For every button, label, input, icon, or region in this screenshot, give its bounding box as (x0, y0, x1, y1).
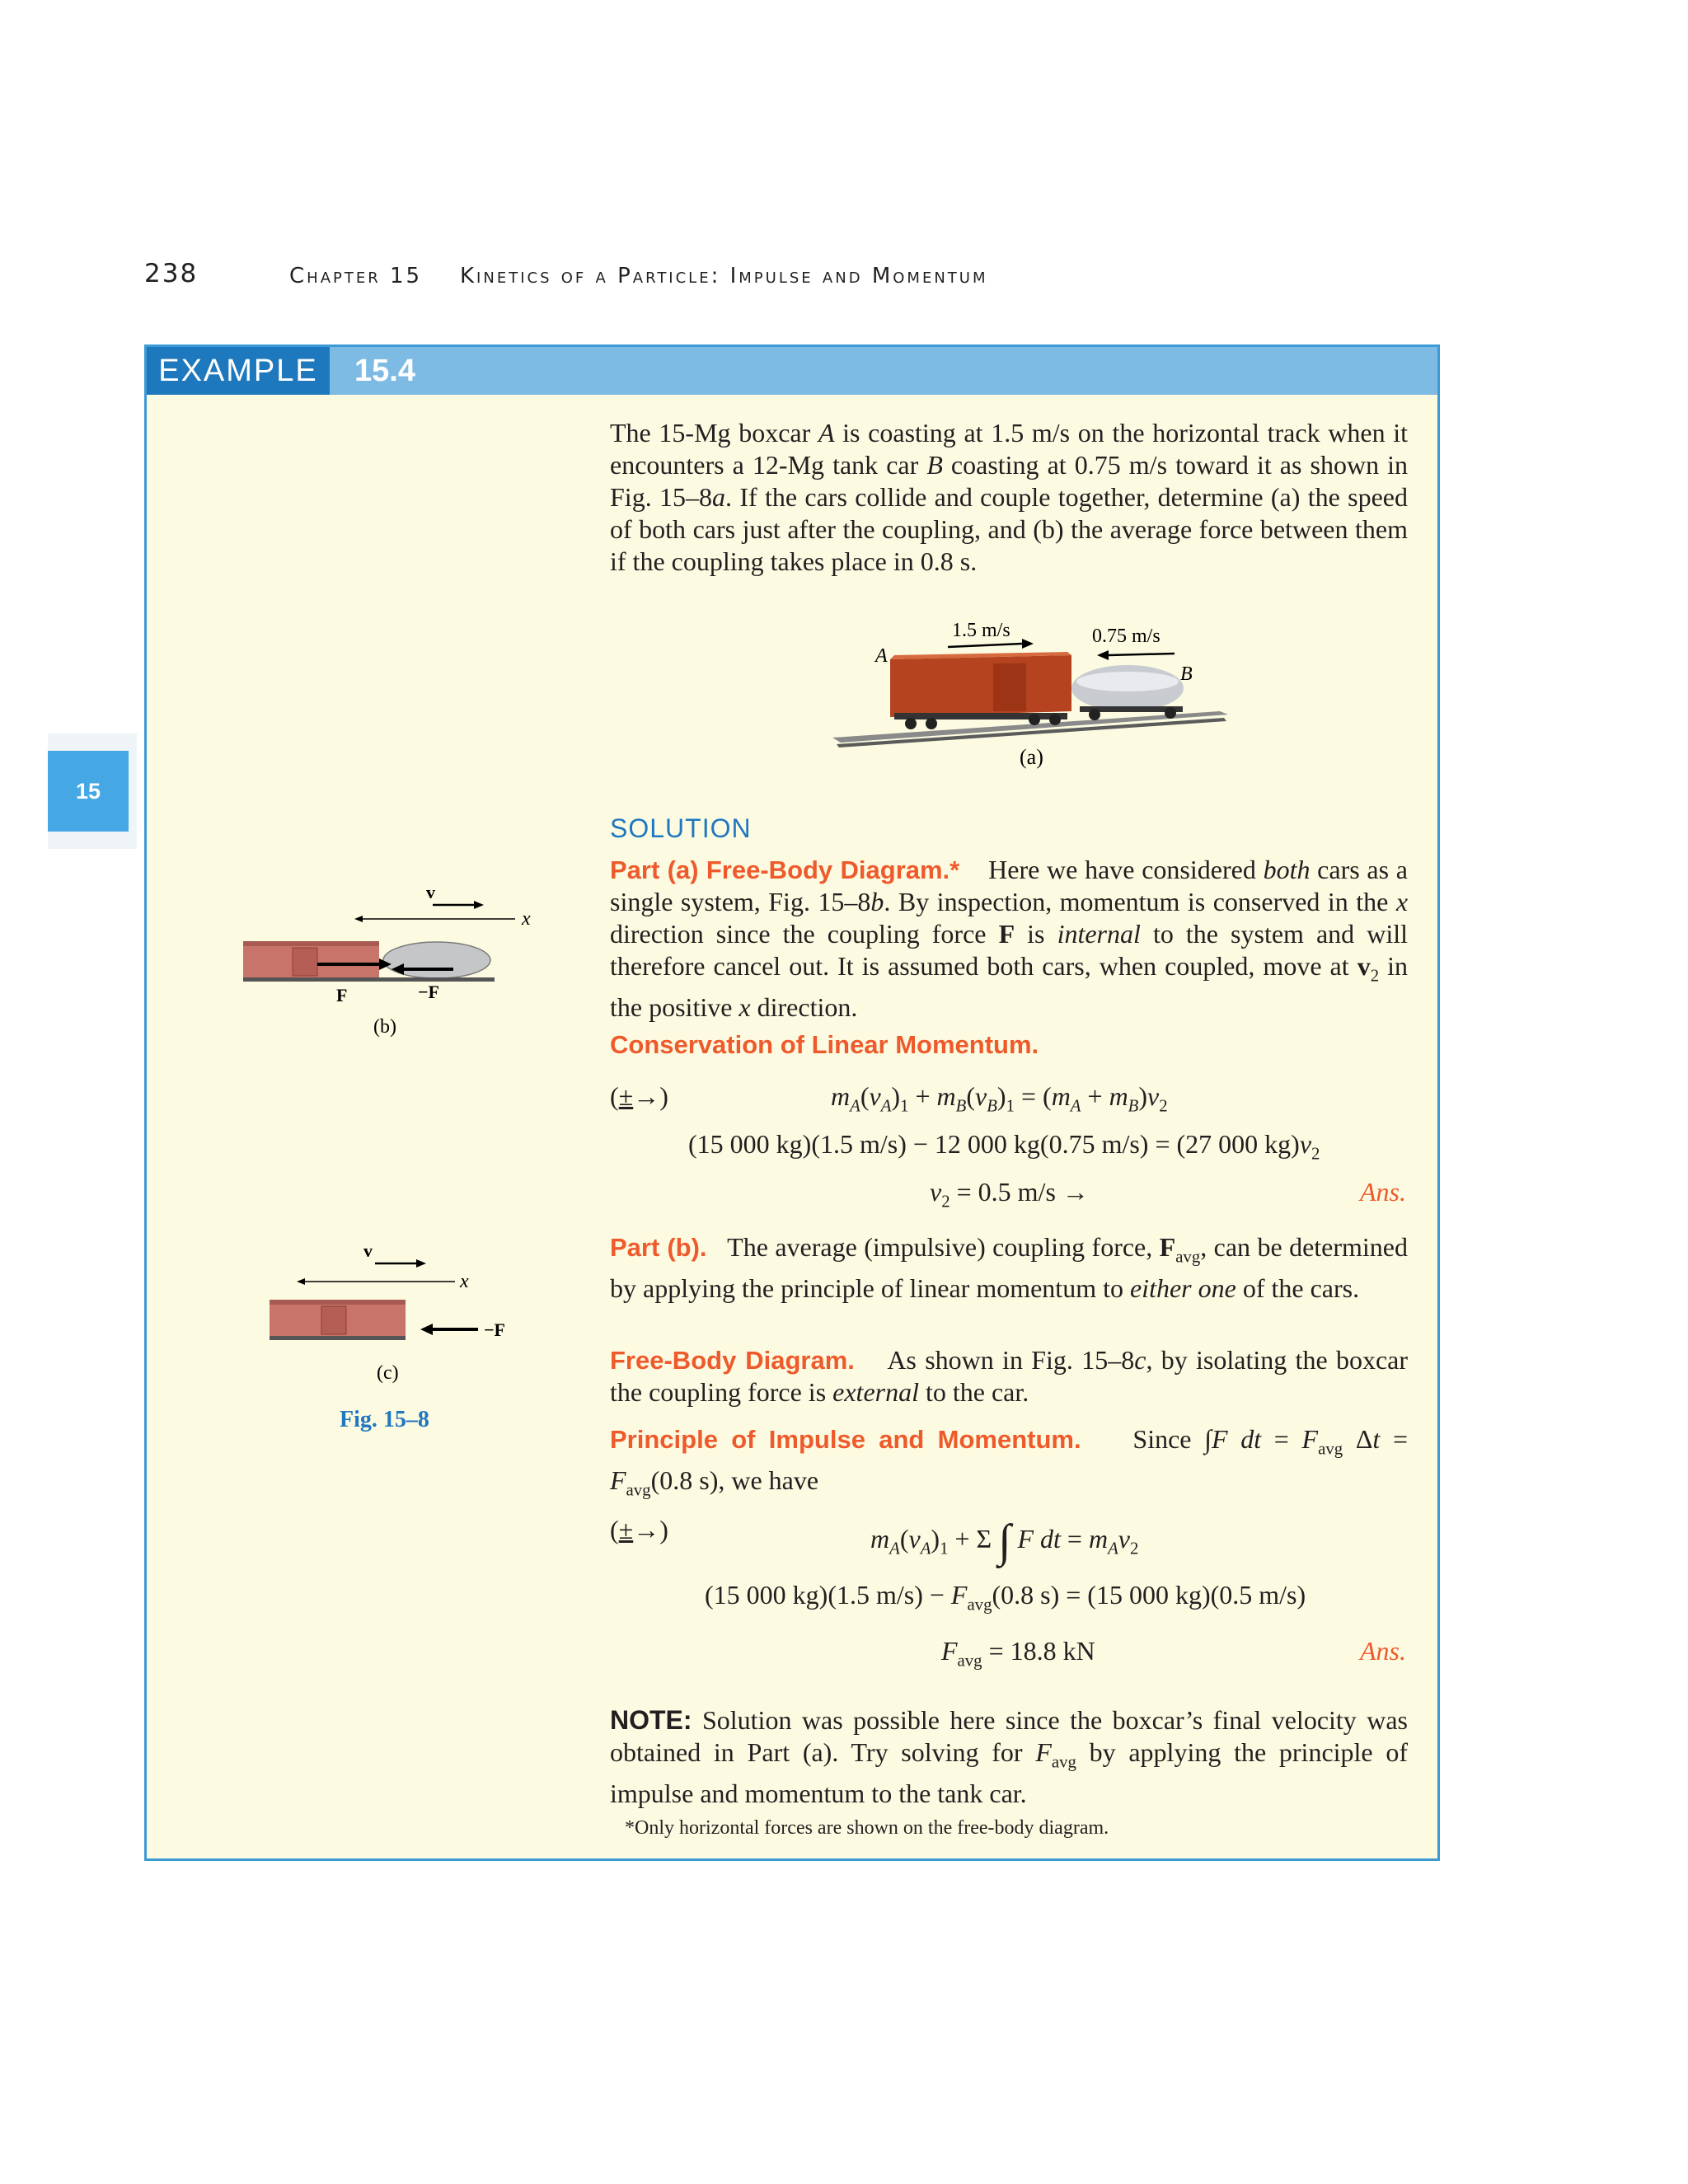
answer-1: Ans. (1360, 1177, 1406, 1207)
fbd-paragraph: Free-Body Diagram. As shown in Fig. 15–8c, by isolating the boxcar the coupling force is external to the car. (610, 1345, 1409, 1407)
note-label: NOTE: (610, 1705, 692, 1735)
equation-5: (15 000 kg)(1.5 $m/s) - F_{avg}(0.8$ s) = (15 000 kg)(0.5 m/s) (705, 1580, 1306, 1615)
page-header (144, 259, 1606, 292)
note-paragraph: NOTE: Solution was possible here since the boxcar’s final velocity was obtained in Part (a). Try solving for $F_{avg}$ by applying the principle of impulse and momentum to the tank car. (610, 1705, 1409, 1809)
figure-c-caption: (c) (377, 1362, 399, 1384)
equation-1: $m_A(v_A)_1 + m_B(v_B)_1 = (m_A + m_B)v_2$ (831, 1081, 1168, 1116)
example-label: EXAMPLE (147, 347, 330, 395)
chapter-side-tab: 15 (48, 751, 129, 832)
fig-b-x-label: x (522, 908, 531, 930)
chapter-label: Chapter 15 (289, 264, 423, 288)
figure-a (832, 614, 1228, 771)
label-b: B (1180, 663, 1193, 685)
equation-4: $m_A(v_A)_1 + \Sigma$ ∫ F dt = $m_Av_2$ (870, 1516, 1139, 1567)
sign-convention-2: (±→) (610, 1515, 668, 1544)
part-b-paragraph: Part (b). The average (impulsive) coupling force, $F_{avg}$, can be determined by applying the principle of linear momentum to either one of the cars. (610, 1232, 1408, 1304)
equation-3: $v_2 = 0.5$ m/s → (930, 1177, 1089, 1212)
part-a-paragraph: Part (a) Free-Body Diagram.* Here we have considered both cars as a single system, Fig. 15–8b. By inspection, momentum is conserved in the x direction since the coupling force F is internal to the system and will therefore cancel out. It is assumed both cars, when coupled, move at $v_2$ in the positive x direction. (610, 855, 1409, 1023)
boxcar-a (890, 652, 1071, 729)
impulse-paragraph: Principle of Impulse and Momentum. Since ∫F dt = $F_{avg}$ $\Delta t = F_{avg}(0.8$ s), we have (610, 1424, 1409, 1500)
tank-car-b (1071, 665, 1184, 720)
footnote: *Only horizontal forces are shown on the free-body diagram. (625, 1817, 1109, 1839)
figure-label: Fig. 15–8 (340, 1407, 429, 1432)
equation-2: (15 000 kg)(1.5 m/s) − 12 000 kg(0.75 m/s) = (27 000 $kg)v_2$ (688, 1129, 1320, 1164)
fbd-heading: Free-Body Diagram. (610, 1346, 855, 1375)
page-number: 238 (144, 259, 199, 288)
label-a: A (875, 645, 888, 667)
speed-a-label: 1.5 m/s (952, 620, 1010, 641)
chapter-title: Kinetics of a Particle: Impulse and Momentum (460, 264, 988, 288)
conservation-heading: Conservation of Linear Momentum. (610, 1030, 1039, 1059)
example-banner (147, 347, 1437, 395)
solution-heading: SOLUTION (610, 813, 752, 843)
impulse-heading: Principle of Impulse and Momentum. (610, 1425, 1081, 1454)
fig-c-neg-force-label: −F (484, 1319, 505, 1340)
figure-b-caption: (b) (373, 1016, 396, 1038)
figure-a-caption: (a) (1020, 745, 1043, 769)
sign-convention-1: (±→) (610, 1081, 668, 1111)
part-b-heading: Part (b). (610, 1233, 707, 1262)
example-number: 15.4 (354, 354, 415, 388)
part-a-heading: Part (a) Free-Body Diagram.* (610, 855, 960, 884)
fig-b-force-label: F (336, 985, 348, 1005)
answer-2: Ans. (1360, 1636, 1406, 1666)
fig-c-v-label: v (363, 1240, 373, 1261)
speed-b-label: 0.75 m/s (1092, 626, 1160, 647)
figure-c (256, 1240, 528, 1405)
fig-b-neg-force-label: −F (418, 982, 439, 1002)
fig-c-x-label: x (460, 1271, 469, 1292)
problem-statement: The 15-Mg boxcar A is coasting at 1.5 m/s on the horizontal track when it encounters a 12-Mg tank car B coasting at 0.75 m/s toward it as shown in Fig. 15–8a. If the cars collide and couple together, determine (a) the speed of both cars just after the coupling, and (b) the average force between them if the coupling takes place in 0.8 s. (610, 418, 1409, 576)
figure-b (235, 882, 548, 1047)
fig-b-v-label: v (426, 882, 435, 902)
equation-6: $F_{avg} = 18.8$ kN (941, 1636, 1095, 1671)
